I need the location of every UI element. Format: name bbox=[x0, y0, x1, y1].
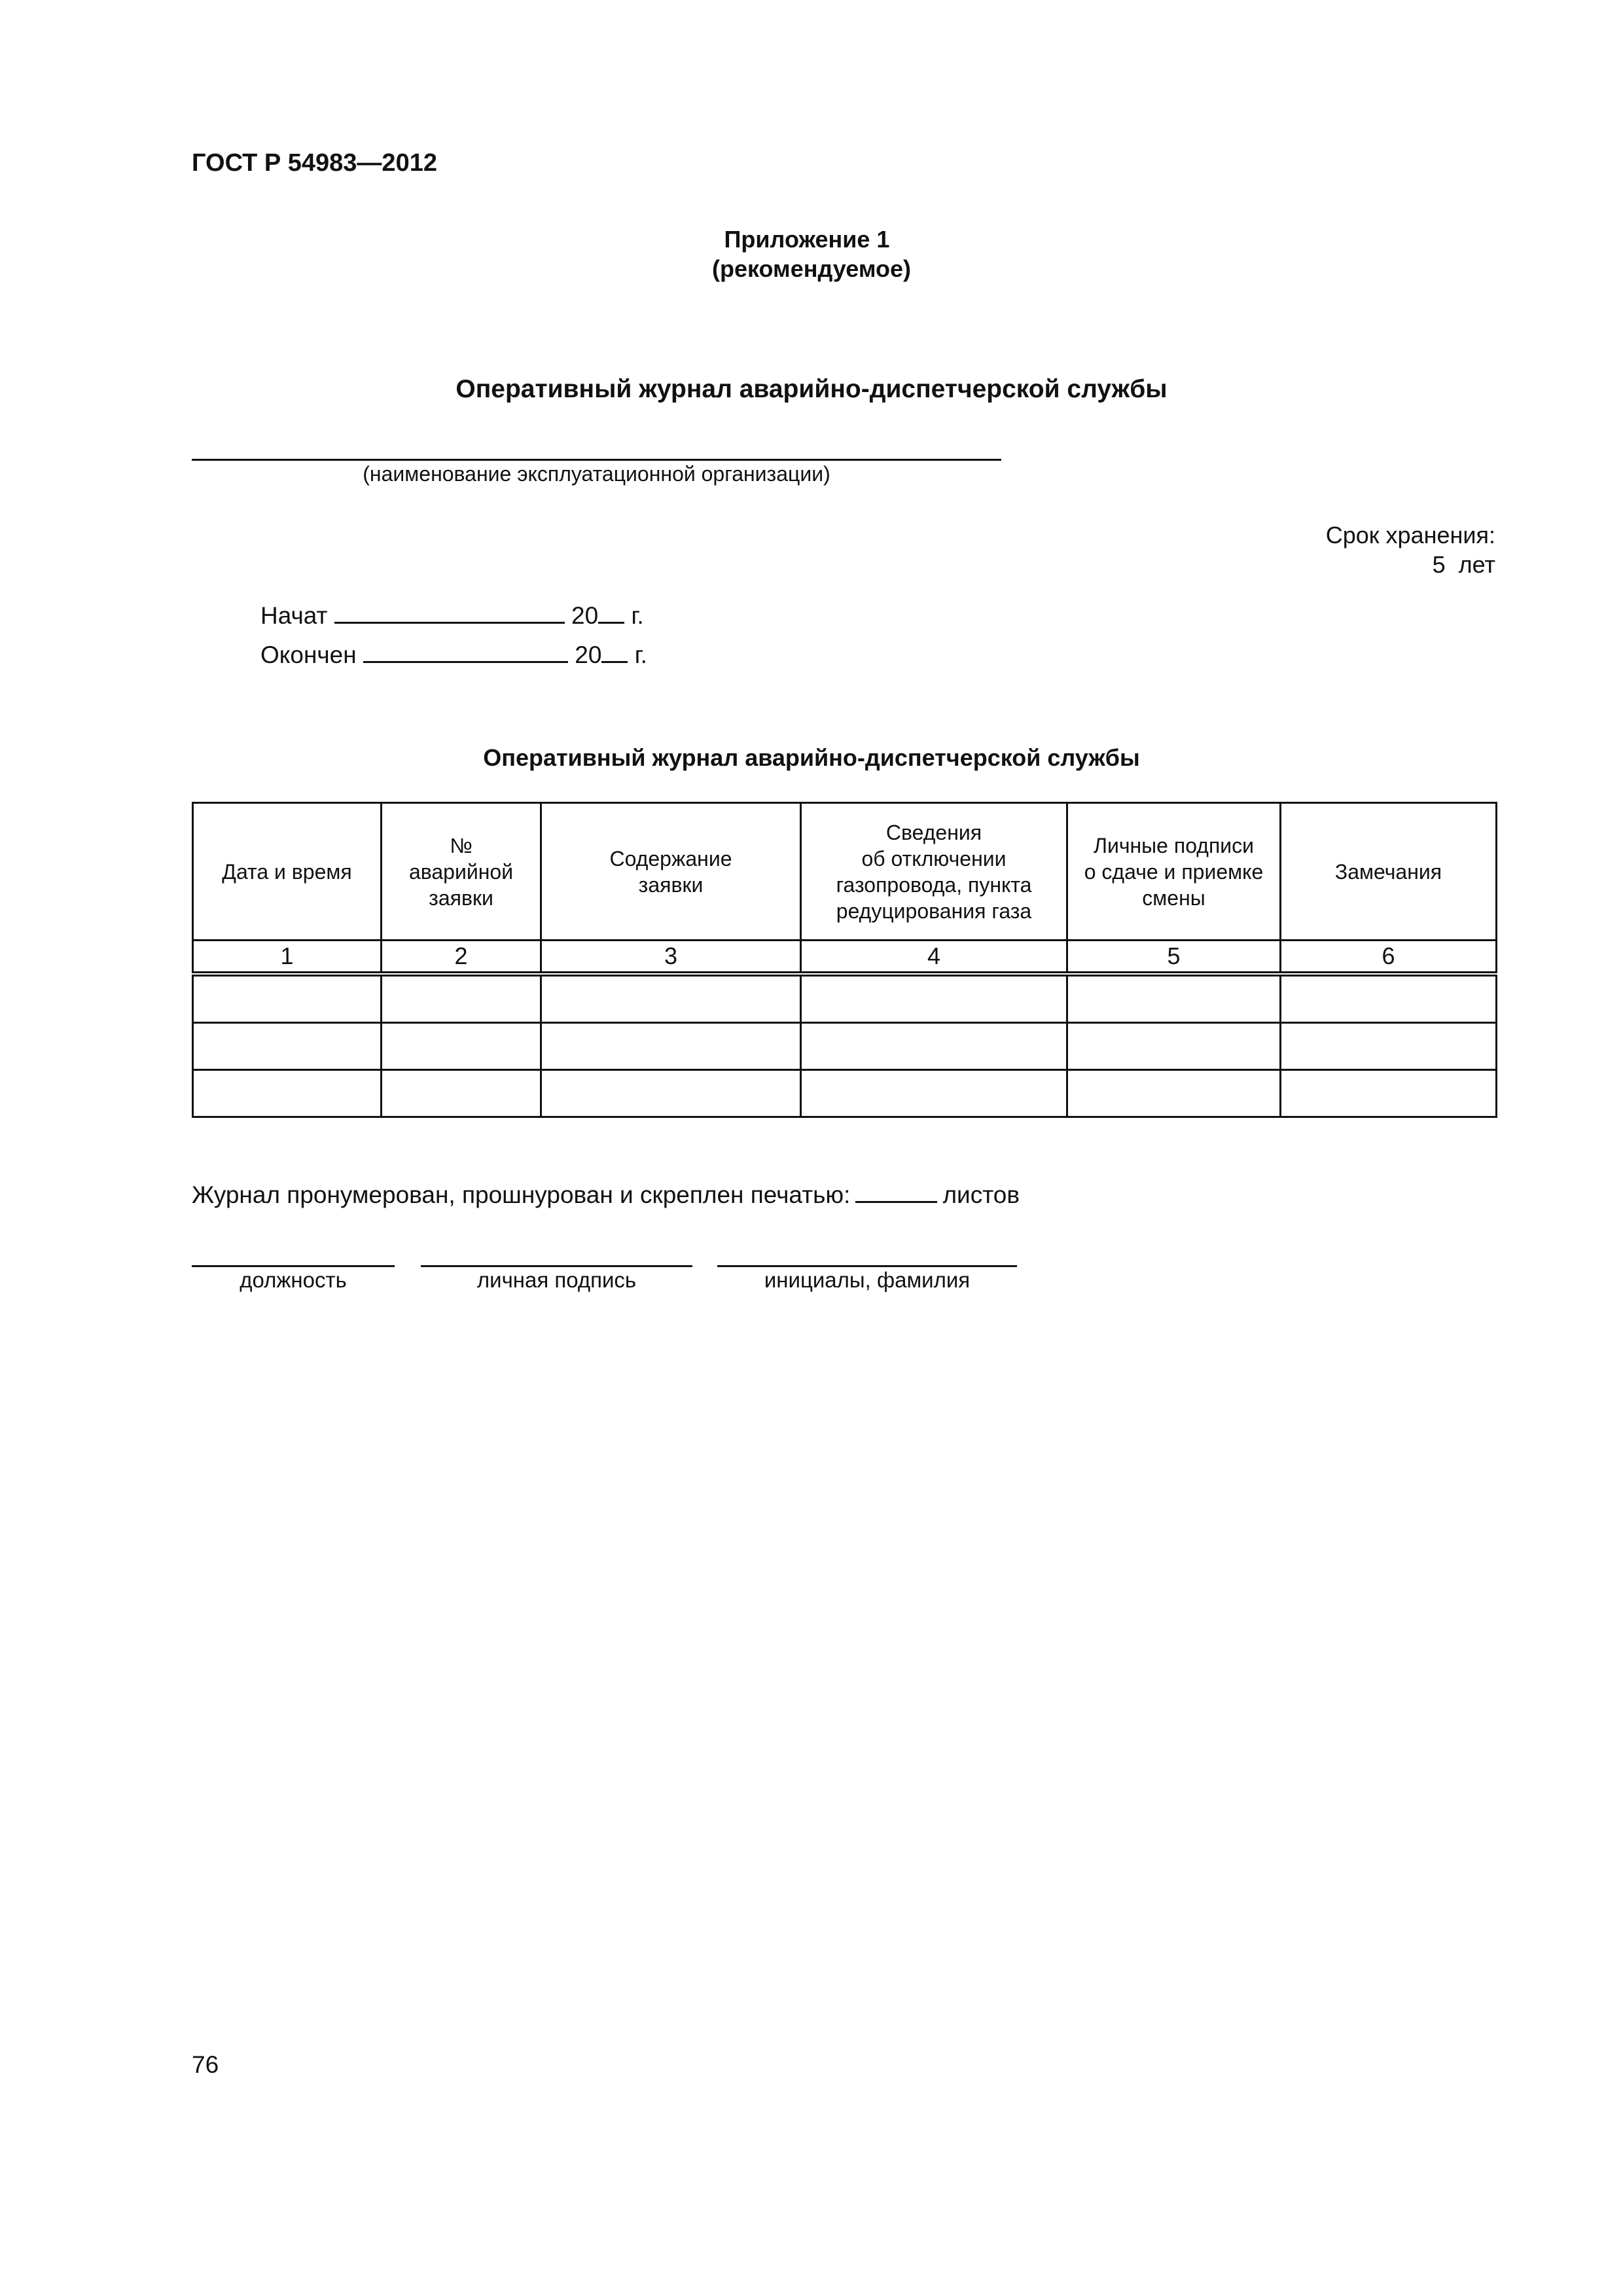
organization-caption: (наименование эксплуатационной организации) bbox=[363, 462, 830, 486]
date-started-year-blank bbox=[598, 602, 624, 624]
journal-table bbox=[192, 802, 1497, 1118]
table-cell bbox=[801, 974, 1067, 1023]
date-started-year: 20 bbox=[571, 602, 599, 629]
table-header-row bbox=[193, 803, 1497, 941]
table-cell bbox=[1067, 974, 1281, 1023]
table-cell bbox=[193, 1070, 382, 1117]
table-cell bbox=[801, 1070, 1067, 1117]
sheets-label: листов bbox=[942, 1181, 1020, 1208]
table-cell bbox=[1067, 1023, 1281, 1070]
table-cell bbox=[193, 1023, 382, 1070]
date-ended-year-blank bbox=[601, 641, 628, 663]
storage-period bbox=[1326, 520, 1495, 579]
binding-statement bbox=[192, 1181, 1020, 1209]
header-cell: Дата и время bbox=[193, 803, 382, 941]
signature-caption: личная подпись bbox=[476, 1268, 637, 1292]
name-line bbox=[717, 1265, 1017, 1267]
date-started-row bbox=[260, 602, 644, 630]
table-cell bbox=[801, 1023, 1067, 1070]
column-number: 1 bbox=[193, 941, 382, 975]
header-cell: Содержание заявки bbox=[541, 803, 801, 941]
date-ended-year: 20 bbox=[575, 641, 602, 668]
date-ended-blank bbox=[363, 641, 568, 663]
table-cell bbox=[382, 974, 541, 1023]
date-ended-suffix: г. bbox=[634, 641, 647, 668]
header-cell: Сведения об отключении газопровода, пункта редуцирования газа bbox=[801, 803, 1067, 941]
annex-number: Приложение 1 bbox=[724, 226, 890, 253]
storage-label: Срок хранения: bbox=[1325, 522, 1495, 548]
table-row bbox=[193, 1070, 1497, 1117]
table-cell bbox=[382, 1023, 541, 1070]
date-ended-row bbox=[260, 641, 647, 669]
table-row bbox=[193, 974, 1497, 1023]
column-number: 4 bbox=[801, 941, 1067, 975]
date-started-blank bbox=[334, 602, 565, 624]
table-title: Оперативный журнал аварийно-диспетчерской службы bbox=[483, 744, 1140, 771]
table-row bbox=[193, 1023, 1497, 1070]
table-cell bbox=[1281, 974, 1497, 1023]
table-cell bbox=[1281, 1023, 1497, 1070]
column-number: 2 bbox=[382, 941, 541, 975]
header-cell: Личные подписи о сдаче и приемке смены bbox=[1067, 803, 1281, 941]
position-line bbox=[192, 1265, 395, 1267]
table-cell bbox=[1067, 1070, 1281, 1117]
column-number: 5 bbox=[1067, 941, 1281, 975]
storage-value: 5 лет bbox=[1432, 551, 1495, 578]
table-cell bbox=[541, 1070, 801, 1117]
sheet-count-blank bbox=[855, 1181, 937, 1203]
date-ended-label: Окончен bbox=[260, 641, 357, 668]
organization-name-line bbox=[192, 459, 1001, 461]
page-number: 76 bbox=[192, 2051, 219, 2078]
table-cell bbox=[541, 974, 801, 1023]
header-cell: Замечания bbox=[1281, 803, 1497, 941]
header-cell: № аварийной заявки bbox=[382, 803, 541, 941]
standard-designation: ГОСТ Р 54983—2012 bbox=[192, 149, 437, 177]
date-started-suffix: г. bbox=[631, 602, 644, 629]
journal-title: Оперативный журнал аварийно-диспетчерской службы bbox=[455, 375, 1168, 403]
position-caption: должность bbox=[240, 1268, 347, 1292]
table-cell bbox=[382, 1070, 541, 1117]
annex-status: (рекомендуемое) bbox=[712, 255, 911, 282]
annex-heading bbox=[0, 224, 1623, 283]
date-started-label: Начат bbox=[260, 602, 328, 629]
column-number: 6 bbox=[1281, 941, 1497, 975]
column-number: 3 bbox=[541, 941, 801, 975]
name-caption: инициалы, фамилия bbox=[764, 1268, 971, 1292]
table-cell bbox=[193, 974, 382, 1023]
signature-line bbox=[421, 1265, 692, 1267]
table-cell bbox=[541, 1023, 801, 1070]
binding-statement-text: Журнал пронумерован, прошнурован и скреплен печатью: bbox=[192, 1181, 851, 1208]
column-number-row bbox=[193, 941, 1497, 975]
table-cell bbox=[1281, 1070, 1497, 1117]
